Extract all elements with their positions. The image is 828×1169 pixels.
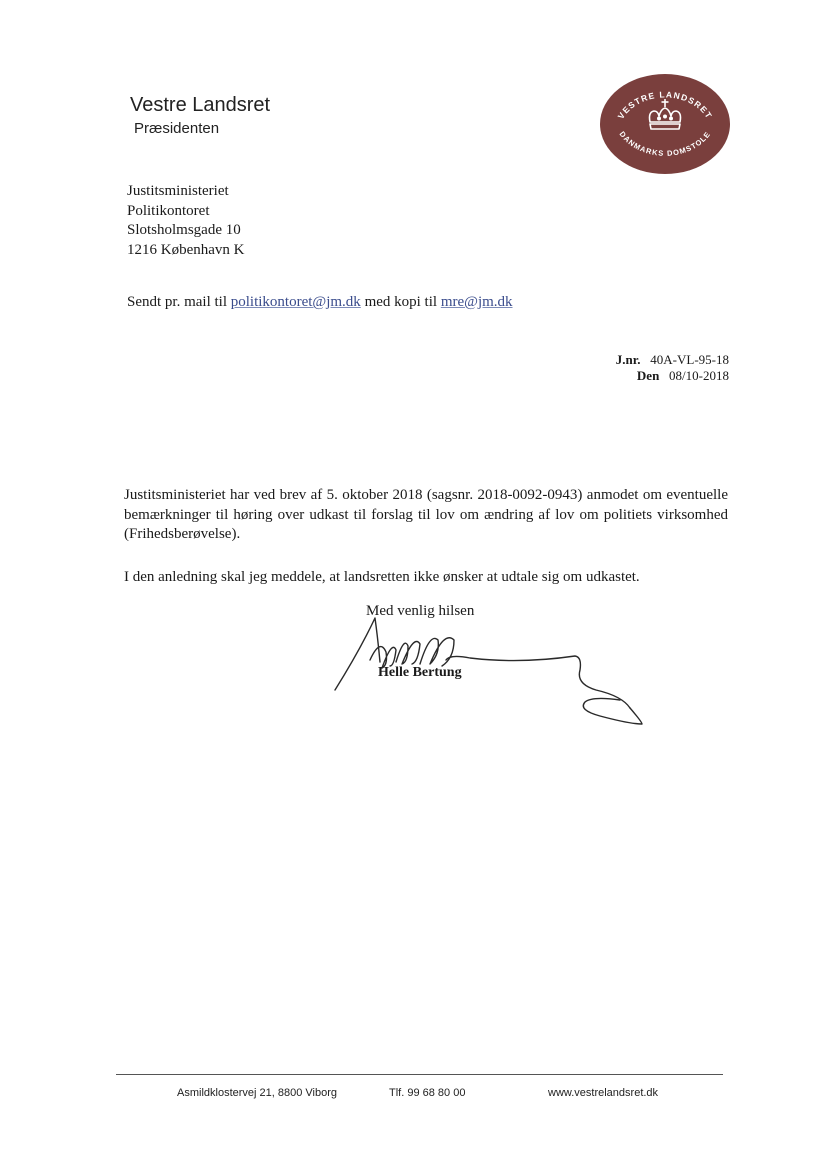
sent-by-mail-line [127, 294, 513, 311]
sent-middle: med kopi til [364, 294, 438, 310]
recipient-line: Politikontoret [127, 202, 210, 219]
recipient-line: Justitsministeriet [127, 183, 229, 199]
copy-email-link[interactable]: mre@jm.dk [440, 294, 513, 310]
journal-number-row [616, 352, 729, 368]
journal-number-label: J.nr. [615, 352, 641, 367]
footer-phone: Tlf. 99 68 80 00 [389, 1087, 466, 1099]
recipient-line: 1216 København K [127, 241, 245, 258]
reference-block [616, 352, 729, 384]
sent-prefix: Sendt pr. mail til [127, 294, 227, 310]
date-value: 08/10-2018 [669, 368, 729, 383]
organization-role: Præsidenten [134, 120, 220, 137]
primary-email-link[interactable]: politikontoret@jm.dk [230, 294, 361, 310]
closing-greeting: Med venlig hilsen [366, 603, 475, 619]
footer-website[interactable]: www.vestrelandsret.dk [548, 1087, 659, 1099]
recipient-line: Slotsholmsgade 10 [127, 222, 241, 238]
date-label: Den [636, 368, 660, 383]
footer-address: Asmildklostervej 21, 8800 Viborg [177, 1087, 337, 1099]
date-row [616, 368, 729, 384]
signer-name: Helle Bertung [378, 665, 462, 680]
footer-divider [116, 1074, 723, 1075]
seal-top-text: VESTRE LANDSRET [615, 89, 715, 121]
body-paragraph-1: Justitsministeriet har ved brev af 5. oktober 2018 (sagsnr. 2018-0092-0943) anmodet om eventuelle bemærkninger til høring over udkast til forslag til lov om ændring af lov om politiets virksomhed (Frihedsberøvelse). [124, 487, 728, 542]
journal-number-value: 40A-VL-95-18 [650, 352, 729, 367]
court-seal-icon [598, 72, 732, 176]
seal-bottom-text: DANMARKS DOMSTOLE [617, 129, 713, 158]
body-paragraph-2: I den anledning skal jeg meddele, at landsretten ikke ønsker at udtale sig om udkastet. [124, 569, 640, 585]
organization-name: Vestre Landsret [130, 94, 271, 116]
handwritten-signature-icon [330, 610, 670, 735]
recipient-address [127, 182, 244, 260]
